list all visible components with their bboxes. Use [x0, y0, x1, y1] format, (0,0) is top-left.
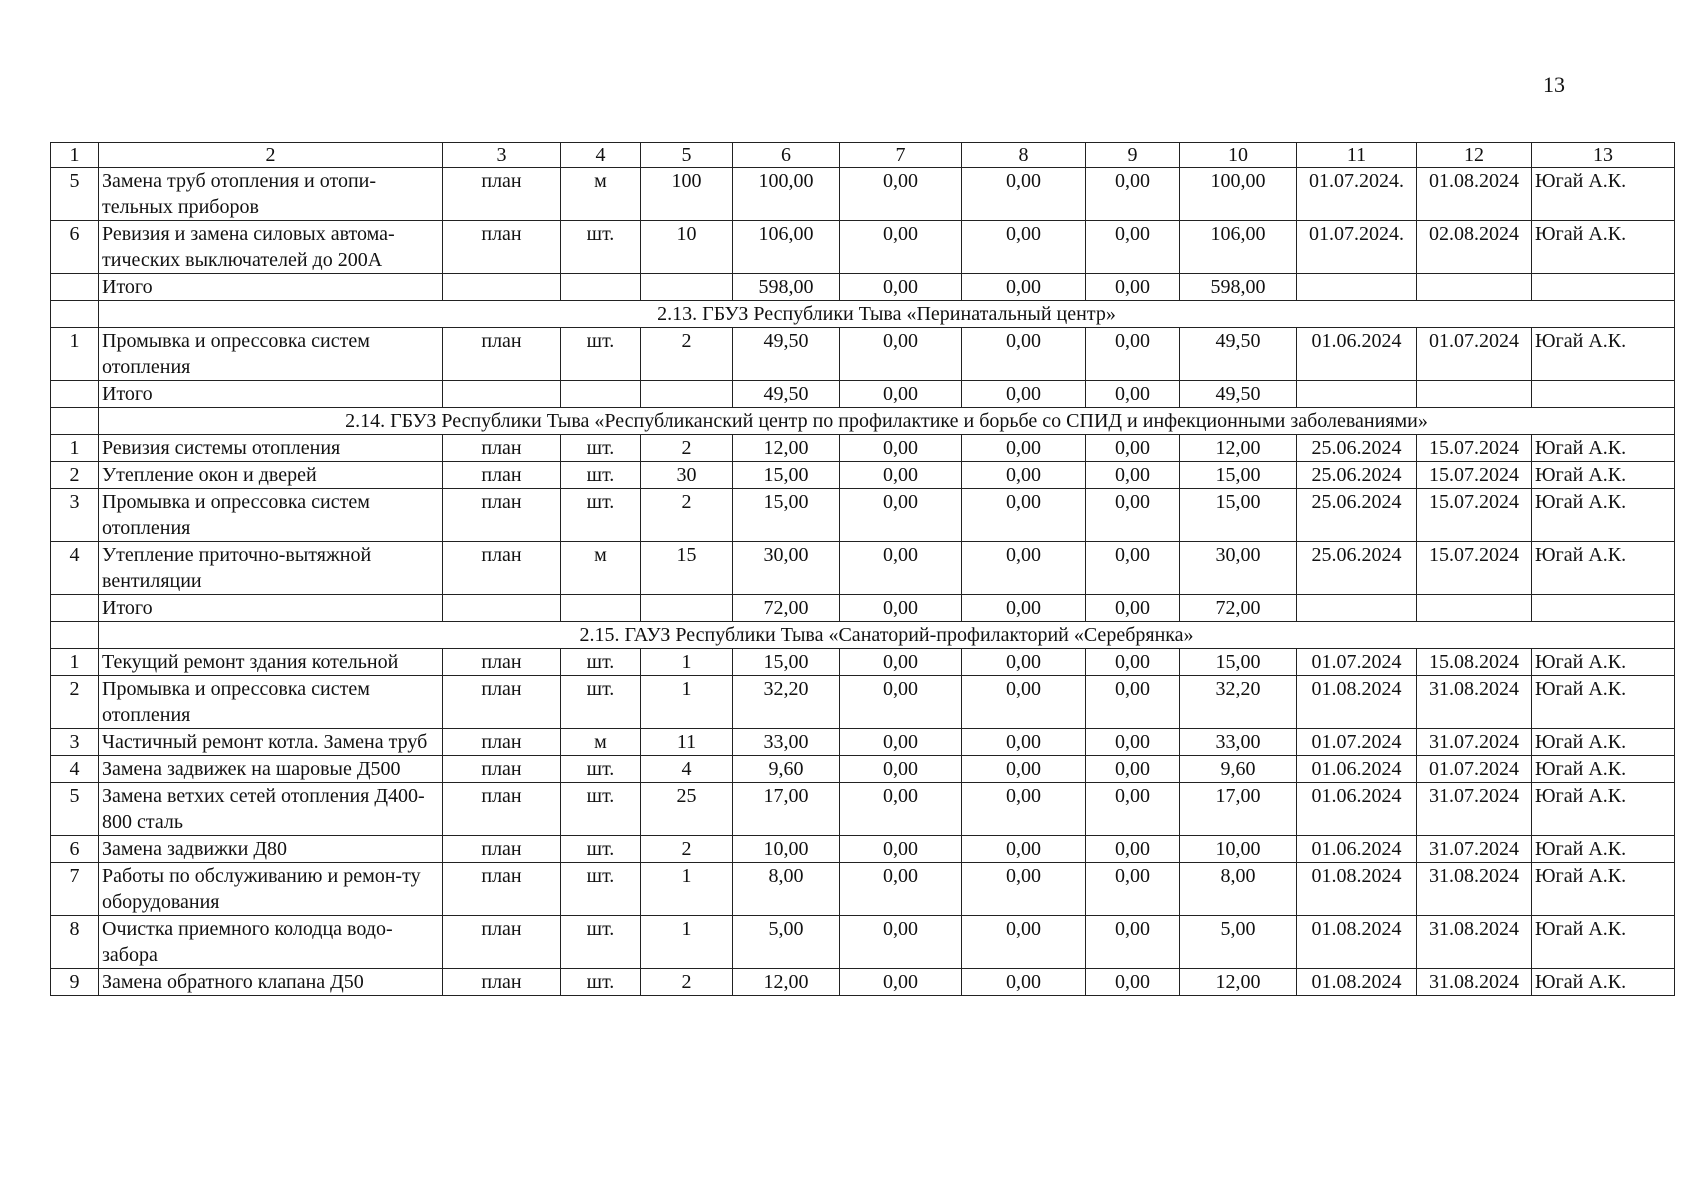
section-title: 2.15. ГАУЗ Республики Тыва «Санаторий-профилакторий «Серебрянка»	[99, 622, 1675, 649]
responsible: Югай А.К.	[1532, 649, 1675, 676]
cost-total: 106,00	[733, 221, 840, 274]
table-row	[51, 863, 1675, 916]
row-number: 1	[51, 649, 99, 676]
quantity: 15	[641, 542, 733, 595]
cost-col-7: 0,00	[840, 328, 962, 381]
total-row	[51, 274, 1675, 301]
cost-col-10: 49,50	[1180, 328, 1297, 381]
cost-col-10: 12,00	[1180, 435, 1297, 462]
cost-total: 72,00	[733, 595, 840, 622]
cost-col-8: 0,00	[962, 676, 1086, 729]
cost-col-9: 0,00	[1086, 595, 1180, 622]
row-number: 4	[51, 756, 99, 783]
row-number: 5	[51, 783, 99, 836]
start-date: 01.08.2024	[1297, 969, 1417, 996]
work-name: Итого	[99, 381, 443, 408]
cost-col-8: 0,00	[962, 729, 1086, 756]
start-date: 01.06.2024	[1297, 756, 1417, 783]
responsible: Югай А.К.	[1532, 676, 1675, 729]
start-date: 01.06.2024	[1297, 836, 1417, 863]
start-date: 01.07.2024	[1297, 649, 1417, 676]
work-name: Промывка и опрессовка систем отопления	[99, 489, 443, 542]
unit	[561, 274, 641, 301]
cost-col-9: 0,00	[1086, 462, 1180, 489]
cost-col-10: 30,00	[1180, 542, 1297, 595]
row-number: 8	[51, 916, 99, 969]
plan-type	[443, 274, 561, 301]
start-date: 25.06.2024	[1297, 462, 1417, 489]
cost-col-7: 0,00	[840, 863, 962, 916]
cost-total: 100,00	[733, 168, 840, 221]
quantity: 1	[641, 649, 733, 676]
table-row	[51, 649, 1675, 676]
cost-col-8: 0,00	[962, 756, 1086, 783]
table-row	[51, 489, 1675, 542]
row-number: 7	[51, 863, 99, 916]
cost-col-7: 0,00	[840, 274, 962, 301]
cost-col-8: 0,00	[962, 462, 1086, 489]
responsible: Югай А.К.	[1532, 328, 1675, 381]
end-date: 15.07.2024	[1417, 542, 1532, 595]
column-header: 2	[99, 143, 443, 168]
cost-col-8: 0,00	[962, 836, 1086, 863]
section-title: 2.14. ГБУЗ Республики Тыва «Республиканский центр по профилактике и борьбе со СПИД и инфекционными заболеваниями»	[99, 408, 1675, 435]
cost-col-7: 0,00	[840, 676, 962, 729]
unit: шт.	[561, 649, 641, 676]
cost-col-9: 0,00	[1086, 676, 1180, 729]
table-row	[51, 221, 1675, 274]
cost-col-9: 0,00	[1086, 729, 1180, 756]
start-date	[1297, 274, 1417, 301]
cost-total: 12,00	[733, 435, 840, 462]
cost-col-9: 0,00	[1086, 381, 1180, 408]
start-date	[1297, 595, 1417, 622]
responsible: Югай А.К.	[1532, 435, 1675, 462]
work-name: Итого	[99, 595, 443, 622]
end-date: 01.07.2024	[1417, 328, 1532, 381]
row-number	[51, 408, 99, 435]
unit: м	[561, 542, 641, 595]
work-name: Замена ветхих сетей отопления Д400-800 сталь	[99, 783, 443, 836]
responsible: Югай А.К.	[1532, 969, 1675, 996]
quantity: 2	[641, 435, 733, 462]
unit: м	[561, 168, 641, 221]
work-name: Промывка и опрессовка систем отопления	[99, 676, 443, 729]
row-number: 2	[51, 676, 99, 729]
cost-total: 598,00	[733, 274, 840, 301]
cost-col-7: 0,00	[840, 435, 962, 462]
cost-col-10: 15,00	[1180, 462, 1297, 489]
cost-col-10: 49,50	[1180, 381, 1297, 408]
cost-col-8: 0,00	[962, 969, 1086, 996]
quantity: 11	[641, 729, 733, 756]
cost-col-7: 0,00	[840, 649, 962, 676]
column-header: 1	[51, 143, 99, 168]
cost-col-7: 0,00	[840, 969, 962, 996]
total-row	[51, 595, 1675, 622]
cost-col-9: 0,00	[1086, 542, 1180, 595]
cost-col-8: 0,00	[962, 649, 1086, 676]
cost-total: 32,20	[733, 676, 840, 729]
cost-col-7: 0,00	[840, 462, 962, 489]
end-date: 31.07.2024	[1417, 783, 1532, 836]
row-number	[51, 622, 99, 649]
cost-total: 15,00	[733, 489, 840, 542]
plan-type	[443, 595, 561, 622]
end-date: 31.08.2024	[1417, 863, 1532, 916]
work-name: Замена задвижек на шаровые Д500	[99, 756, 443, 783]
plan-type: план	[443, 435, 561, 462]
section-header-row	[51, 408, 1675, 435]
row-number: 1	[51, 328, 99, 381]
column-header: 6	[733, 143, 840, 168]
cost-col-10: 5,00	[1180, 916, 1297, 969]
cost-col-10: 32,20	[1180, 676, 1297, 729]
start-date: 01.07.2024	[1297, 729, 1417, 756]
work-plan-table	[50, 142, 1675, 996]
cost-col-10: 106,00	[1180, 221, 1297, 274]
section-header-row	[51, 301, 1675, 328]
plan-type: план	[443, 462, 561, 489]
end-date: 15.08.2024	[1417, 649, 1532, 676]
unit: м	[561, 729, 641, 756]
cost-col-10: 100,00	[1180, 168, 1297, 221]
cost-col-8: 0,00	[962, 221, 1086, 274]
unit	[561, 595, 641, 622]
work-name: Работы по обслуживанию и ремон-ту оборудования	[99, 863, 443, 916]
table-row	[51, 969, 1675, 996]
start-date: 01.07.2024.	[1297, 221, 1417, 274]
quantity: 25	[641, 783, 733, 836]
cost-total: 10,00	[733, 836, 840, 863]
plan-type: план	[443, 489, 561, 542]
responsible: Югай А.К.	[1532, 542, 1675, 595]
end-date: 31.08.2024	[1417, 676, 1532, 729]
cost-col-7: 0,00	[840, 381, 962, 408]
work-name: Текущий ремонт здания котельной	[99, 649, 443, 676]
plan-type: план	[443, 863, 561, 916]
row-number	[51, 274, 99, 301]
work-name: Ревизия системы отопления	[99, 435, 443, 462]
cost-col-9: 0,00	[1086, 649, 1180, 676]
unit: шт.	[561, 676, 641, 729]
row-number: 1	[51, 435, 99, 462]
section-title: 2.13. ГБУЗ Республики Тыва «Перинатальный центр»	[99, 301, 1675, 328]
unit: шт.	[561, 863, 641, 916]
start-date: 25.06.2024	[1297, 435, 1417, 462]
work-name: Утепление окон и дверей	[99, 462, 443, 489]
column-header: 9	[1086, 143, 1180, 168]
unit: шт.	[561, 221, 641, 274]
cost-col-9: 0,00	[1086, 489, 1180, 542]
cost-col-10: 72,00	[1180, 595, 1297, 622]
cost-total: 17,00	[733, 783, 840, 836]
work-name: Замена труб отопления и отопи-тельных приборов	[99, 168, 443, 221]
cost-col-10: 17,00	[1180, 783, 1297, 836]
cost-col-8: 0,00	[962, 595, 1086, 622]
unit: шт.	[561, 969, 641, 996]
unit: шт.	[561, 489, 641, 542]
start-date: 01.07.2024.	[1297, 168, 1417, 221]
cost-col-8: 0,00	[962, 168, 1086, 221]
cost-total: 5,00	[733, 916, 840, 969]
end-date	[1417, 274, 1532, 301]
end-date: 01.07.2024	[1417, 756, 1532, 783]
cost-col-8: 0,00	[962, 916, 1086, 969]
cost-col-9: 0,00	[1086, 969, 1180, 996]
cost-col-9: 0,00	[1086, 783, 1180, 836]
table-row	[51, 676, 1675, 729]
cost-col-8: 0,00	[962, 863, 1086, 916]
quantity: 2	[641, 328, 733, 381]
cost-col-10: 8,00	[1180, 863, 1297, 916]
section-header-row	[51, 622, 1675, 649]
unit	[561, 381, 641, 408]
row-number	[51, 595, 99, 622]
responsible: Югай А.К.	[1532, 916, 1675, 969]
unit: шт.	[561, 836, 641, 863]
cost-col-7: 0,00	[840, 168, 962, 221]
plan-type: план	[443, 783, 561, 836]
row-number: 6	[51, 836, 99, 863]
cost-total: 15,00	[733, 649, 840, 676]
cost-col-10: 33,00	[1180, 729, 1297, 756]
end-date: 02.08.2024	[1417, 221, 1532, 274]
cost-col-8: 0,00	[962, 274, 1086, 301]
responsible: Югай А.К.	[1532, 756, 1675, 783]
quantity: 1	[641, 676, 733, 729]
table-row	[51, 435, 1675, 462]
cost-total: 30,00	[733, 542, 840, 595]
table-row	[51, 542, 1675, 595]
start-date: 01.08.2024	[1297, 863, 1417, 916]
cost-col-8: 0,00	[962, 783, 1086, 836]
quantity: 10	[641, 221, 733, 274]
cost-col-9: 0,00	[1086, 435, 1180, 462]
table-row	[51, 168, 1675, 221]
table-row	[51, 729, 1675, 756]
table-row	[51, 783, 1675, 836]
quantity	[641, 274, 733, 301]
work-name: Частичный ремонт котла. Замена труб	[99, 729, 443, 756]
plan-type: план	[443, 916, 561, 969]
quantity: 4	[641, 756, 733, 783]
cost-col-9: 0,00	[1086, 916, 1180, 969]
cost-total: 49,50	[733, 381, 840, 408]
unit: шт.	[561, 916, 641, 969]
table-row	[51, 756, 1675, 783]
plan-type: план	[443, 969, 561, 996]
quantity	[641, 595, 733, 622]
quantity: 1	[641, 863, 733, 916]
column-number-row	[51, 143, 1675, 168]
quantity: 2	[641, 836, 733, 863]
unit: шт.	[561, 435, 641, 462]
cost-col-7: 0,00	[840, 756, 962, 783]
quantity: 2	[641, 969, 733, 996]
end-date: 31.07.2024	[1417, 729, 1532, 756]
cost-col-7: 0,00	[840, 836, 962, 863]
responsible	[1532, 381, 1675, 408]
plan-type	[443, 381, 561, 408]
table-row	[51, 462, 1675, 489]
plan-type: план	[443, 168, 561, 221]
start-date: 25.06.2024	[1297, 489, 1417, 542]
row-number	[51, 381, 99, 408]
cost-col-10: 10,00	[1180, 836, 1297, 863]
column-header: 4	[561, 143, 641, 168]
responsible	[1532, 595, 1675, 622]
cost-total: 12,00	[733, 969, 840, 996]
cost-col-7: 0,00	[840, 916, 962, 969]
cost-col-9: 0,00	[1086, 836, 1180, 863]
plan-type: план	[443, 542, 561, 595]
total-row	[51, 381, 1675, 408]
cost-total: 9,60	[733, 756, 840, 783]
unit: шт.	[561, 783, 641, 836]
plan-type: план	[443, 328, 561, 381]
cost-col-7: 0,00	[840, 542, 962, 595]
column-header: 10	[1180, 143, 1297, 168]
responsible: Югай А.К.	[1532, 863, 1675, 916]
responsible: Югай А.К.	[1532, 836, 1675, 863]
plan-type: план	[443, 221, 561, 274]
cost-col-10: 12,00	[1180, 969, 1297, 996]
column-header: 13	[1532, 143, 1675, 168]
start-date: 01.06.2024	[1297, 328, 1417, 381]
row-number: 2	[51, 462, 99, 489]
cost-col-7: 0,00	[840, 221, 962, 274]
unit: шт.	[561, 462, 641, 489]
quantity: 1	[641, 916, 733, 969]
work-name: Итого	[99, 274, 443, 301]
work-name: Замена задвижки Д80	[99, 836, 443, 863]
end-date: 15.07.2024	[1417, 462, 1532, 489]
end-date	[1417, 381, 1532, 408]
cost-col-7: 0,00	[840, 595, 962, 622]
table-row	[51, 328, 1675, 381]
row-number: 5	[51, 168, 99, 221]
table-row	[51, 916, 1675, 969]
unit: шт.	[561, 328, 641, 381]
end-date: 15.07.2024	[1417, 435, 1532, 462]
quantity: 100	[641, 168, 733, 221]
cost-col-9: 0,00	[1086, 274, 1180, 301]
cost-col-8: 0,00	[962, 542, 1086, 595]
responsible: Югай А.К.	[1532, 489, 1675, 542]
cost-col-8: 0,00	[962, 435, 1086, 462]
row-number	[51, 301, 99, 328]
cost-col-8: 0,00	[962, 328, 1086, 381]
start-date: 01.08.2024	[1297, 916, 1417, 969]
work-name: Утепление приточно-вытяжной вентиляции	[99, 542, 443, 595]
page-number: 13	[1543, 72, 1565, 97]
cost-total: 49,50	[733, 328, 840, 381]
column-header: 12	[1417, 143, 1532, 168]
cost-col-8: 0,00	[962, 381, 1086, 408]
cost-total: 33,00	[733, 729, 840, 756]
responsible: Югай А.К.	[1532, 462, 1675, 489]
cost-col-8: 0,00	[962, 489, 1086, 542]
end-date: 15.07.2024	[1417, 489, 1532, 542]
column-header: 7	[840, 143, 962, 168]
cost-col-10: 9,60	[1180, 756, 1297, 783]
work-name: Замена обратного клапана Д50	[99, 969, 443, 996]
cost-col-7: 0,00	[840, 729, 962, 756]
cost-col-7: 0,00	[840, 783, 962, 836]
cost-total: 8,00	[733, 863, 840, 916]
end-date: 01.08.2024	[1417, 168, 1532, 221]
end-date: 31.08.2024	[1417, 969, 1532, 996]
column-header: 8	[962, 143, 1086, 168]
quantity: 30	[641, 462, 733, 489]
table-row	[51, 836, 1675, 863]
quantity: 2	[641, 489, 733, 542]
start-date: 01.06.2024	[1297, 783, 1417, 836]
responsible: Югай А.К.	[1532, 729, 1675, 756]
row-number: 6	[51, 221, 99, 274]
plan-type: план	[443, 676, 561, 729]
column-header: 3	[443, 143, 561, 168]
row-number: 3	[51, 729, 99, 756]
column-header: 5	[641, 143, 733, 168]
work-name: Ревизия и замена силовых автома-тических выключателей до 200А	[99, 221, 443, 274]
work-name: Очистка приемного колодца водо-забора	[99, 916, 443, 969]
plan-type: план	[443, 729, 561, 756]
cost-col-9: 0,00	[1086, 863, 1180, 916]
cost-col-9: 0,00	[1086, 168, 1180, 221]
responsible: Югай А.К.	[1532, 221, 1675, 274]
work-name: Промывка и опрессовка систем отопления	[99, 328, 443, 381]
cost-col-9: 0,00	[1086, 221, 1180, 274]
cost-col-9: 0,00	[1086, 756, 1180, 783]
row-number: 3	[51, 489, 99, 542]
start-date: 01.08.2024	[1297, 676, 1417, 729]
end-date	[1417, 595, 1532, 622]
column-header: 11	[1297, 143, 1417, 168]
start-date	[1297, 381, 1417, 408]
quantity	[641, 381, 733, 408]
row-number: 4	[51, 542, 99, 595]
plan-type: план	[443, 649, 561, 676]
end-date: 31.08.2024	[1417, 916, 1532, 969]
unit: шт.	[561, 756, 641, 783]
row-number: 9	[51, 969, 99, 996]
responsible	[1532, 274, 1675, 301]
end-date: 31.07.2024	[1417, 836, 1532, 863]
cost-col-9: 0,00	[1086, 328, 1180, 381]
cost-total: 15,00	[733, 462, 840, 489]
cost-col-7: 0,00	[840, 489, 962, 542]
cost-col-10: 15,00	[1180, 649, 1297, 676]
cost-col-10: 15,00	[1180, 489, 1297, 542]
responsible: Югай А.К.	[1532, 783, 1675, 836]
plan-type: план	[443, 836, 561, 863]
start-date: 25.06.2024	[1297, 542, 1417, 595]
responsible: Югай А.К.	[1532, 168, 1675, 221]
plan-type: план	[443, 756, 561, 783]
cost-col-10: 598,00	[1180, 274, 1297, 301]
